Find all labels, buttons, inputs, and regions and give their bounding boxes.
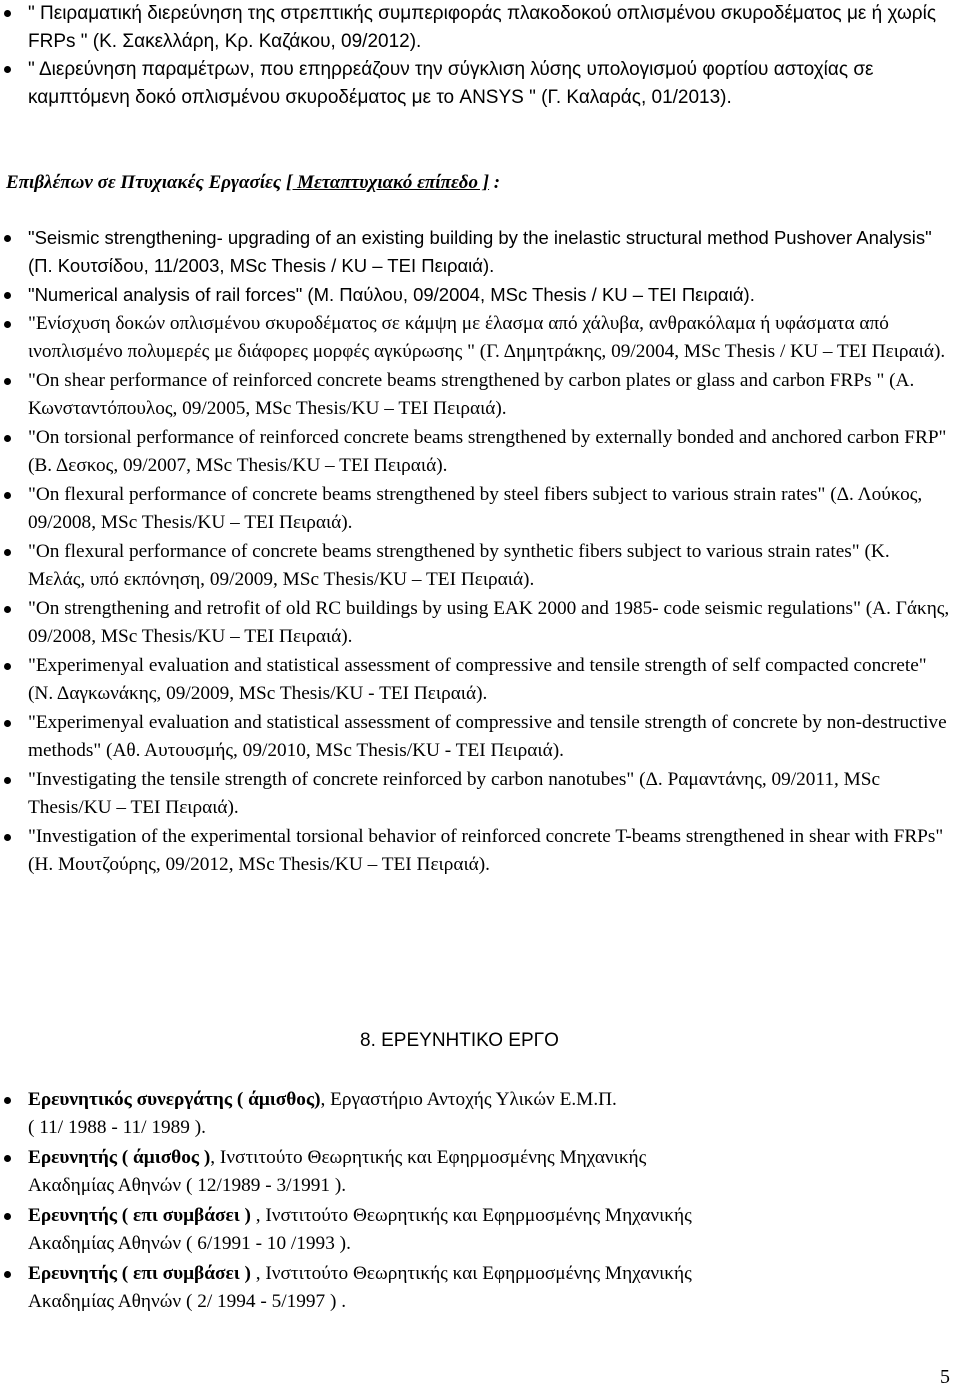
thesis-text: "Seismic strengthening- upgrading of an existing building by the inelastic structural method Pushover Analysis" (Π. Κουτσίδου, 11/2003, MSc Thesis / KU – TEI Πειραιά). — [28, 227, 932, 276]
section-title: 8. ΕΡΕΥΝΗΤΙΚΟ ΕΡΓΟ — [360, 1030, 559, 1051]
research-role: Ερευνητικός συνεργάτης ( άμισθος) — [28, 1089, 321, 1110]
thesis-text: "Experimenyal evaluation and statistical assessment of compressive and tensile strength of self compacted concrete" (Ν. Δαγκωνάκης, 09/2009, MSc Thesis/KU - TEI Πειραιά). — [28, 655, 927, 704]
heading-underlined: [ Μεταπτυχιακό επίπεδο ] — [286, 172, 490, 193]
list-item — [0, 1086, 930, 1142]
heading-prefix: Επιβλέπων σε Πτυχιακές Εργασίες — [6, 172, 286, 193]
list-item — [0, 1144, 930, 1200]
thesis-text: "On flexural performance of concrete beams strengthened by steel fibers subject to various strain rates" (Δ. Λούκος, 09/2008, MSc Thesis/KU – TEI Πειραιά). — [28, 484, 923, 533]
research-institution: , Εργαστήριο Αντοχής Υλικών Ε.Μ.Π. — [320, 1089, 617, 1110]
research-institution: , Ινστιτούτο Θεωρητικής και Εφηρμοσμένης Μηχανικής — [210, 1147, 647, 1168]
list-item — [0, 652, 950, 708]
thesis-text: "On flexural performance of concrete beams strengthened by synthetic fibers subject to various strain rates" (Κ. Μελάς, υπό εκπόνηση, 09/2009, MSc Thesis/KU – TEI Πειραιά). — [28, 541, 890, 590]
supervision-heading — [6, 170, 500, 196]
thesis-text: "On torsional performance of reinforced concrete beams strengthened by externally bonded and anchored carbon FRP" (Β. Δεσκος, 09/2007, MSc Thesis/KU – TEI Πειραιά). — [28, 427, 947, 476]
list-item — [0, 1260, 930, 1316]
list-item — [0, 766, 950, 822]
research-dates: Ακαδημίας Αθηνών ( 6/1991 - 10 /1993 ). — [28, 1233, 351, 1254]
research-institution: , Ινστιτούτο Θεωρητικής και Εφηρμοσμένης Μηχανικής — [250, 1263, 692, 1284]
list-item — [0, 224, 950, 280]
continued-thesis-list — [0, 0, 940, 112]
research-role: Ερευνητής ( άμισθος ) — [28, 1147, 211, 1168]
page-number: 5 — [940, 1366, 950, 1388]
list-item-text: " Πειραματική διερεύνηση της στρεπτικής συμπεριφοράς πλακοδοκού οπλισμένου σκυροδέματος με ή χωρίς FRPs " (Κ. Σακελλάρη, Κρ. Καζάκου, 09/2012). — [28, 3, 936, 52]
list-item — [0, 0, 940, 56]
list-item-text: " Διερεύνηση παραμέτρων, που επηρρεάζουν την σύγκλιση λύσης υπολογισμού φορτίου αστοχίας σε καμπτόμενη δοκό οπλισμένου σκυροδέματος με το ANSYS " (Γ. Καλαράς, 01/2013). — [28, 59, 874, 108]
thesis-text: "On shear performance of reinforced concrete beams strengthened by carbon plates or glass and carbon FRPs " (Α. Κωνσταντόπουλος, 09/2005, MSc Thesis/KU – TEI Πειραιά). — [28, 370, 915, 419]
research-dates: Ακαδημίας Αθηνών ( 12/1989 - 3/1991 ). — [28, 1175, 347, 1196]
research-role: Ερευνητής ( επι συμβάσει ) — [28, 1263, 251, 1284]
research-institution: , Ινστιτούτο Θεωρητικής και Εφηρμοσμένης Μηχανικής — [250, 1205, 692, 1226]
list-item — [0, 424, 950, 480]
list-item — [0, 481, 950, 537]
thesis-text: "Investigating the tensile strength of concrete reinforced by carbon nanotubes" (Δ. Ραμαντάνης, 09/2011, MSc Thesis/KU – TEI Πειραιά). — [28, 769, 881, 818]
list-item — [0, 1202, 930, 1258]
research-role: Ερευνητής ( επι συμβάσει ) — [28, 1205, 251, 1226]
thesis-text: "Numerical analysis of rail forces" (Μ. Παύλου, 09/2004, MSc Thesis / KU – TEI Πειραιά). — [28, 284, 755, 305]
research-experience-list — [0, 1086, 930, 1318]
thesis-text: "Ενίσχυση δοκών οπλισμένου σκυροδέματος σε κάμψη με έλασμα από χάλυβα, ανθρακόλαμα ή υφάσματα από ινοπλισμένο πολυμερές με διάφορες μορφές αγκύρωσης " (Γ. Δημητράκης, 09/2004, MSc Thesis / KU – TEI Πειραιά). — [28, 313, 946, 362]
list-item — [0, 823, 950, 879]
list-item — [0, 56, 940, 112]
list-item — [0, 709, 950, 765]
list-item — [0, 367, 950, 423]
heading-suffix: : — [489, 172, 501, 193]
thesis-text: "Investigation of the experimental torsional behavior of reinforced concrete T-beams strengthened in shear with FRPs" (Η. Μουτζούρης, 09/2012, MSc Thesis/KU – TEI Πειραιά). — [28, 826, 944, 875]
list-item — [0, 281, 950, 309]
research-dates: ( 11/ 1988 - 11/ 1989 ). — [28, 1117, 206, 1138]
thesis-text: "On strengthening and retrofit of old RC buildings by using EAK 2000 and 1985- code seismic regulations" (Α. Γάκης, 09/2008, MSc Thesis/KU – TEI Πειραιά). — [28, 598, 950, 647]
list-item — [0, 595, 950, 651]
list-item — [0, 310, 950, 366]
thesis-text: "Experimenyal evaluation and statistical assessment of compressive and tensile strength of concrete by non-destructive methods" (Αθ. Αυτουσμής, 09/2010, MSc Thesis/KU - TEI Πειραιά). — [28, 712, 947, 761]
research-dates: Ακαδημίας Αθηνών ( 2/ 1994 - 5/1997 ) . — [28, 1291, 347, 1312]
supervised-thesis-list — [0, 224, 950, 880]
list-item — [0, 538, 950, 594]
